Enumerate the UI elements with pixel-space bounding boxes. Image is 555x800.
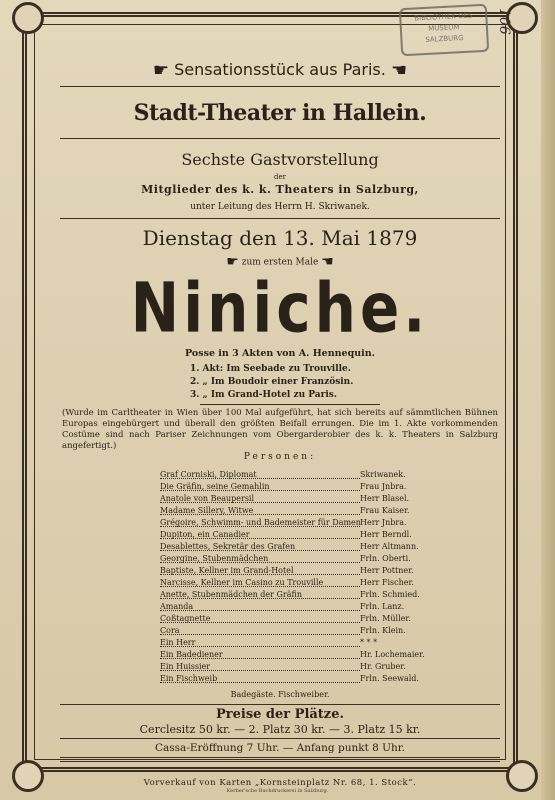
cast-actor: Herr Jnbra.: [360, 518, 407, 527]
stamp-line: BIBLIOTHEK DES: [414, 11, 473, 23]
cast-role: Amanda: [160, 602, 194, 611]
cast-heading: Personen:: [243, 452, 317, 462]
cast-actor: Frln. Seewald.: [360, 674, 419, 683]
opening-times: Cassa-Eröffnung 7 Uhr. — Anfang punkt 8 Uhr.: [154, 742, 405, 754]
pointing-hand-left-icon: ☚: [390, 60, 408, 81]
act-item: 1. Akt: Im Seebade zu Trouville.: [190, 364, 351, 374]
paper-edge: [541, 0, 555, 800]
play-genre: Posse in 3 Akten von A. Hennequin.: [185, 348, 375, 359]
cast-role: Die Gräfin, seine Gemahlin: [160, 482, 270, 491]
cast-role: Coßtagnette: [160, 614, 211, 623]
guest-direction: unter Leitung des Herrn H. Skriwanek.: [190, 202, 370, 212]
divider: [60, 738, 500, 739]
stamp-line: SALZBURG: [425, 33, 464, 44]
cast-actor: Hr. Gruber.: [360, 662, 406, 671]
cast-actor: Frln. Schmied.: [360, 590, 420, 599]
leader-dots: [160, 626, 360, 635]
cast-actor: Herr Altmann.: [360, 542, 419, 551]
cast-role: Anette, Stubenmädchen der Gräfin: [160, 590, 303, 599]
cast-actor: Skriwanek.: [360, 470, 406, 479]
cast-actor: Frln. Müller.: [360, 614, 411, 623]
divider: [60, 704, 500, 705]
pointing-hand-right-icon: ☛: [152, 60, 170, 81]
performance-date: Dienstag den 13. Mai 1879: [142, 226, 418, 250]
printer-imprint: Kerber'sche Buchdruckerei in Salzburg.: [226, 788, 329, 794]
stamp-line: MUSEUM: [428, 23, 460, 33]
cast-role: Georgine, Stubenmädchen: [160, 554, 269, 563]
cast-actor: Herr Fischer.: [360, 578, 414, 587]
cast-role: Ein Huissier: [160, 662, 211, 671]
cast-actor: Frau Jnbra.: [360, 482, 407, 491]
cast-role: Ein Herr: [160, 638, 196, 647]
cast-actor: Frau Kaiser.: [360, 506, 410, 515]
presale-info: Vorverkauf von Karten „Kornsteinplatz Nr. 68, 1. Stock“.: [143, 778, 417, 788]
museum-stamp: [399, 4, 489, 57]
cast-role: Anatole von Beaupersil: [160, 494, 255, 503]
theater-name: Stadt-Theater in Hallein.: [133, 100, 427, 126]
guest-title: Sechste Gastvorstellung: [181, 150, 379, 169]
guest-members: Mitglieder des k. k. Theaters in Salzburg,: [141, 183, 419, 196]
guest-der: der: [274, 173, 286, 181]
cast-role: Baptiste, Kellner im Grand-Hotel: [160, 566, 294, 575]
cast-role: Graf Corniski, Diplomat: [160, 470, 257, 479]
cast-extras: Badegäste. Fischweiber.: [230, 690, 330, 699]
cast-role: Ein Fischweib: [160, 674, 218, 683]
divider: [60, 218, 500, 219]
cast-actor: Frln. Oberti.: [360, 554, 411, 563]
act-item: 3. „ Im Grand-Hotel zu Paris.: [190, 390, 337, 400]
prices-heading: Preise der Plätze.: [215, 707, 344, 722]
sensation-text: Sensationsstück aus Paris.: [174, 60, 386, 79]
production-note: (Wurde im Carltheater in Wien über 100 Mal aufgeführt, hat sich bereits auf sämmtlichen Bühnen Europas eingebürgert und überall den größten Beifall errungen. Die im 1. Akte vorkommenden Costüme sind nach Pariser Zeichnungen vom Obergarderobier des k. k. Theaters in Salzburg angefertigt.): [62, 408, 498, 451]
catalogue-number: 106: [496, 8, 512, 35]
pointing-hand-right-icon: ☛: [226, 254, 239, 270]
cast-actor: Frln. Lanz.: [360, 602, 405, 611]
sensation-line: [60, 60, 500, 81]
corner-ornament: [12, 2, 44, 34]
cast-role: Madame Sillery, Witwe: [160, 506, 254, 515]
first-time-text: zum ersten Male: [241, 257, 319, 268]
divider: [60, 138, 500, 139]
cast-actor: Herr Blasel.: [360, 494, 410, 503]
cast-actor: Hr. Lochemaier.: [360, 650, 425, 659]
act-item: 2. „ Im Boudoir einer Französin.: [190, 377, 354, 387]
pointing-hand-left-icon: ☚: [321, 254, 334, 270]
cast-role: Dupiton, ein Canadier: [160, 530, 250, 539]
divider: [60, 86, 500, 87]
cast-actor: Herr Pottner.: [360, 566, 414, 575]
cast-role: Grégoire, Schwimm- und Bademeister für Damen: [160, 518, 361, 527]
cast-role: Narcisse, Kellner im Casino zu Trouville: [160, 578, 324, 587]
cast-role: Cora: [160, 626, 180, 635]
play-title: Niniche.: [130, 268, 430, 349]
acts-list: [190, 363, 353, 402]
cast-role: Desablettes, Sekretär des Grafen: [160, 542, 296, 551]
double-divider: [60, 757, 500, 762]
short-divider: [200, 404, 380, 405]
cast-actor: Herr Berndl.: [360, 530, 412, 539]
prices-line: Cerclesitz 50 kr. — 2. Platz 30 kr. — 3. Platz 15 kr.: [139, 723, 421, 736]
cast-role: Ein Badediener: [160, 650, 223, 659]
cast-actor: Frln. Klein.: [360, 626, 406, 635]
cast-actor: * * *: [360, 638, 378, 647]
